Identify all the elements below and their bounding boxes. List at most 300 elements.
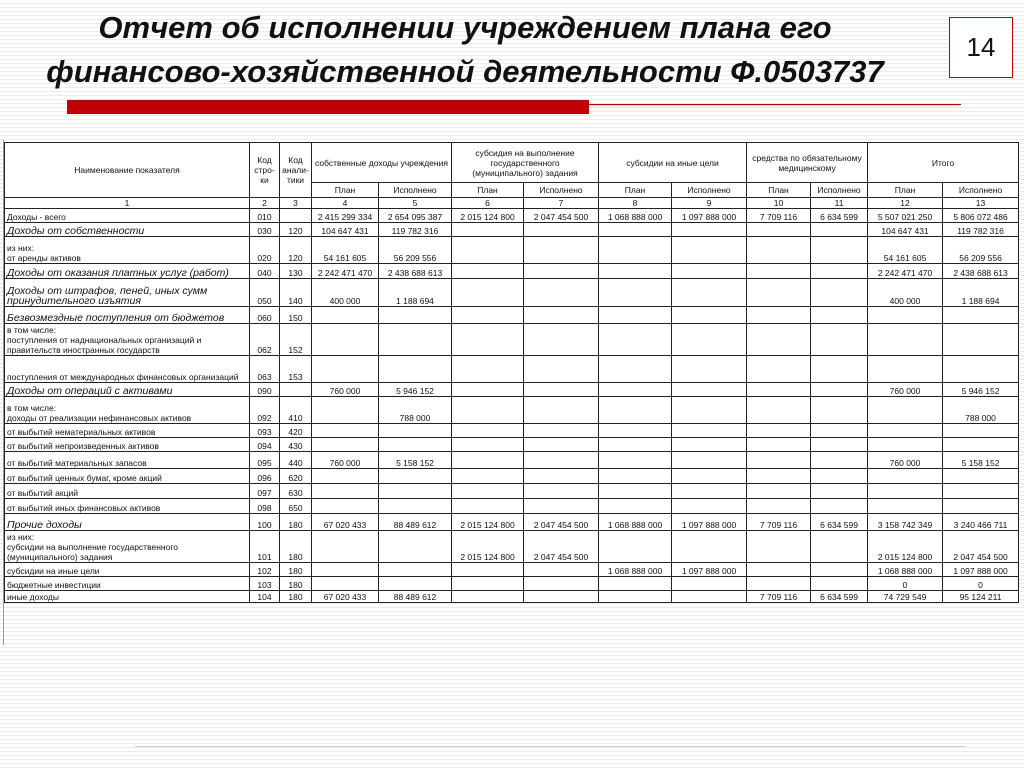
row-value: [747, 577, 811, 591]
row-value: 2 047 454 500: [943, 531, 1019, 563]
row-value: [312, 397, 379, 424]
row-value: 760 000: [312, 452, 379, 469]
row-code: 096: [250, 469, 280, 484]
row-value: 0: [868, 577, 943, 591]
row-value: [379, 531, 452, 563]
row-value: [747, 424, 811, 438]
row-name: субсидии на иные цели: [5, 563, 250, 577]
bottom-divider: [135, 746, 965, 747]
row-value: [599, 452, 672, 469]
header-done: Исполнено: [379, 183, 452, 198]
row-analytics-code: 130: [280, 264, 312, 279]
row-value: [943, 499, 1019, 514]
row-value: 67 020 433: [312, 591, 379, 603]
row-value: [672, 356, 747, 383]
row-value: [452, 577, 524, 591]
row-value: [672, 591, 747, 603]
row-value: [811, 237, 868, 264]
row-name: бюджетные инвестиции: [5, 577, 250, 591]
row-value: [672, 577, 747, 591]
row-name: из них: субсидии на выполнение государственного (муниципального) задания: [5, 531, 250, 563]
row-value: [599, 356, 672, 383]
row-value: [312, 324, 379, 356]
row-value: 2 015 124 800: [452, 209, 524, 223]
row-value: [599, 531, 672, 563]
row-value: [943, 424, 1019, 438]
header-group-subsidy-other: субсидии на иные цели: [599, 143, 747, 183]
row-analytics-code: 152: [280, 324, 312, 356]
row-analytics-code: 153: [280, 356, 312, 383]
row-value: [599, 307, 672, 324]
row-value: [868, 438, 943, 452]
row-value: [312, 356, 379, 383]
row-value: [452, 237, 524, 264]
row-value: [452, 223, 524, 237]
row-code: 030: [250, 223, 280, 237]
row-value: 760 000: [868, 383, 943, 397]
row-value: [943, 438, 1019, 452]
column-number: 9: [672, 198, 747, 209]
row-value: 2 415 299 334: [312, 209, 379, 223]
row-value: [452, 484, 524, 499]
row-value: [868, 469, 943, 484]
header-group-medical: средства по обязательному медицинскому: [747, 143, 868, 183]
row-value: 400 000: [312, 279, 379, 307]
row-value: 95 124 211: [943, 591, 1019, 603]
row-value: 1 068 888 000: [599, 514, 672, 531]
header-done: Исполнено: [811, 183, 868, 198]
row-value: [672, 452, 747, 469]
row-name: от выбытий материальных запасов: [5, 452, 250, 469]
row-value: 788 000: [379, 397, 452, 424]
row-value: [747, 438, 811, 452]
row-code: 094: [250, 438, 280, 452]
row-value: 2 654 095 387: [379, 209, 452, 223]
row-value: 5 158 152: [943, 452, 1019, 469]
row-value: [452, 324, 524, 356]
row-value: [672, 279, 747, 307]
row-value: [524, 591, 599, 603]
row-value: [599, 424, 672, 438]
row-name: иные доходы: [5, 591, 250, 603]
row-value: [811, 484, 868, 499]
row-value: 88 489 612: [379, 514, 452, 531]
row-value: [524, 499, 599, 514]
row-value: 3 240 466 711: [943, 514, 1019, 531]
row-name: от выбытий нематериальных активов: [5, 424, 250, 438]
row-code: 092: [250, 397, 280, 424]
row-name: от выбытий акций: [5, 484, 250, 499]
row-value: [672, 469, 747, 484]
row-name: Доходы от операций с активами: [5, 383, 250, 397]
table-row: [5, 209, 1019, 223]
row-code: 101: [250, 531, 280, 563]
row-value: [868, 397, 943, 424]
column-number: 2: [250, 198, 280, 209]
row-value: [312, 577, 379, 591]
row-analytics-code: 620: [280, 469, 312, 484]
row-value: 2 438 688 613: [379, 264, 452, 279]
row-value: 104 647 431: [868, 223, 943, 237]
row-value: [672, 223, 747, 237]
row-name: от выбытий ценных бумаг, кроме акций: [5, 469, 250, 484]
row-value: [672, 324, 747, 356]
row-value: 54 161 605: [868, 237, 943, 264]
row-value: 104 647 431: [312, 223, 379, 237]
row-code: 100: [250, 514, 280, 531]
row-value: [312, 469, 379, 484]
row-value: [599, 397, 672, 424]
row-analytics-code: 630: [280, 484, 312, 499]
report-body: [5, 209, 1019, 603]
header-name: Наименование показателя: [5, 143, 250, 198]
row-code: 090: [250, 383, 280, 397]
row-value: [379, 307, 452, 324]
row-value: [599, 484, 672, 499]
row-value: 3 158 742 349: [868, 514, 943, 531]
row-name: от выбытий непроизведенных активов: [5, 438, 250, 452]
row-value: [672, 397, 747, 424]
row-value: [868, 484, 943, 499]
row-value: [672, 499, 747, 514]
row-value: [599, 383, 672, 397]
row-value: [672, 264, 747, 279]
red-accent-bar: [67, 100, 589, 114]
row-analytics-code: 180: [280, 514, 312, 531]
row-name: от выбытий иных финансовых активов: [5, 499, 250, 514]
row-value: [672, 438, 747, 452]
row-code: 093: [250, 424, 280, 438]
row-value: [599, 438, 672, 452]
row-value: 7 709 116: [747, 514, 811, 531]
row-value: [672, 237, 747, 264]
row-value: [312, 307, 379, 324]
row-code: 050: [250, 279, 280, 307]
row-value: [312, 563, 379, 577]
row-value: [312, 531, 379, 563]
row-value: 1 097 888 000: [672, 514, 747, 531]
column-number: 1: [5, 198, 250, 209]
row-value: [747, 279, 811, 307]
table-row: [5, 383, 1019, 397]
table-row: [5, 514, 1019, 531]
row-value: [524, 383, 599, 397]
row-value: [379, 424, 452, 438]
header-group-own: собственные доходы учреждения: [312, 143, 452, 183]
row-name: поступления от международных финансовых организаций: [5, 356, 250, 383]
row-value: [672, 531, 747, 563]
column-number: 8: [599, 198, 672, 209]
row-analytics-code: 120: [280, 223, 312, 237]
row-name: Доходы от собственности: [5, 223, 250, 237]
row-analytics-code: 430: [280, 438, 312, 452]
row-value: 56 209 556: [379, 237, 452, 264]
row-value: [452, 469, 524, 484]
row-analytics-code: 420: [280, 424, 312, 438]
row-value: 54 161 605: [312, 237, 379, 264]
row-value: [524, 307, 599, 324]
row-code: 098: [250, 499, 280, 514]
row-value: [747, 499, 811, 514]
table-row: [5, 356, 1019, 383]
row-value: [524, 397, 599, 424]
header-done: Исполнено: [672, 183, 747, 198]
row-name: Доходы от оказания платных услуг (работ): [5, 264, 250, 279]
row-value: 2 015 124 800: [868, 531, 943, 563]
row-name: Прочие доходы: [5, 514, 250, 531]
header-plan: План: [312, 183, 379, 198]
row-value: [524, 577, 599, 591]
table-row: [5, 591, 1019, 603]
row-value: [452, 279, 524, 307]
row-value: [672, 383, 747, 397]
table-row: [5, 469, 1019, 484]
header-done: Исполнено: [943, 183, 1019, 198]
row-value: [747, 383, 811, 397]
row-value: [747, 223, 811, 237]
row-code: 102: [250, 563, 280, 577]
row-value: [599, 223, 672, 237]
title-line-1: Отчет об исполнении учреждением плана его: [98, 10, 832, 45]
header-plan: План: [599, 183, 672, 198]
row-value: 7 709 116: [747, 209, 811, 223]
row-value: 1 097 888 000: [672, 209, 747, 223]
row-value: [452, 264, 524, 279]
row-value: [811, 279, 868, 307]
row-value: [524, 452, 599, 469]
row-code: 040: [250, 264, 280, 279]
header-done: Исполнено: [524, 183, 599, 198]
column-number: 13: [943, 198, 1019, 209]
row-name: Доходы от штрафов, пеней, иных сумм принудительного изъятия: [5, 279, 250, 307]
row-value: 119 782 316: [379, 223, 452, 237]
row-value: 5 946 152: [379, 383, 452, 397]
row-value: [524, 563, 599, 577]
row-value: 2 438 688 613: [943, 264, 1019, 279]
column-number: 5: [379, 198, 452, 209]
row-name: Безвозмездные поступления от бюджетов: [5, 307, 250, 324]
row-code: 063: [250, 356, 280, 383]
row-value: 7 709 116: [747, 591, 811, 603]
row-value: [312, 424, 379, 438]
row-value: [747, 307, 811, 324]
row-value: [747, 264, 811, 279]
row-value: 788 000: [943, 397, 1019, 424]
table-row: [5, 484, 1019, 499]
row-analytics-code: [280, 209, 312, 223]
row-value: [747, 324, 811, 356]
row-analytics-code: 440: [280, 452, 312, 469]
row-value: 2 242 471 470: [312, 264, 379, 279]
table-row: [5, 264, 1019, 279]
row-value: [943, 469, 1019, 484]
row-value: [747, 563, 811, 577]
row-value: [599, 324, 672, 356]
header-plan: План: [747, 183, 811, 198]
row-analytics-code: 150: [280, 307, 312, 324]
row-value: [524, 324, 599, 356]
row-value: [747, 452, 811, 469]
row-value: [811, 499, 868, 514]
row-value: [868, 424, 943, 438]
table-row: [5, 499, 1019, 514]
row-value: [452, 591, 524, 603]
column-number: 4: [312, 198, 379, 209]
row-value: [672, 484, 747, 499]
row-analytics-code: 140: [280, 279, 312, 307]
row-value: [524, 356, 599, 383]
table-row: [5, 279, 1019, 307]
row-value: [599, 577, 672, 591]
row-value: [524, 469, 599, 484]
header-code-line: Код стро-ки: [250, 143, 280, 198]
report-table: [4, 142, 1019, 603]
row-value: [811, 397, 868, 424]
red-accent-line: [589, 104, 961, 105]
row-value: [747, 356, 811, 383]
row-value: [452, 563, 524, 577]
row-name: в том числе: поступления от наднациональных организаций и правительств иностранных государств: [5, 324, 250, 356]
row-analytics-code: [280, 383, 312, 397]
row-value: [672, 424, 747, 438]
row-value: [811, 531, 868, 563]
row-value: 760 000: [312, 383, 379, 397]
row-value: [599, 237, 672, 264]
row-value: [524, 223, 599, 237]
row-value: [811, 563, 868, 577]
row-code: 095: [250, 452, 280, 469]
row-value: [868, 499, 943, 514]
row-value: 1 068 888 000: [599, 563, 672, 577]
row-name: в том числе: доходы от реализации нефинансовых активов: [5, 397, 250, 424]
row-value: [868, 356, 943, 383]
row-name: Доходы - всего: [5, 209, 250, 223]
column-number: 6: [452, 198, 524, 209]
row-value: [811, 424, 868, 438]
row-value: 2 047 454 500: [524, 531, 599, 563]
row-analytics-code: 180: [280, 591, 312, 603]
row-value: [868, 307, 943, 324]
row-value: 2 047 454 500: [524, 514, 599, 531]
row-value: [452, 383, 524, 397]
row-value: [943, 356, 1019, 383]
row-value: [599, 279, 672, 307]
table-row: [5, 397, 1019, 424]
row-value: [379, 438, 452, 452]
row-value: [452, 452, 524, 469]
row-value: 2 242 471 470: [868, 264, 943, 279]
row-value: [379, 577, 452, 591]
row-code: 104: [250, 591, 280, 603]
row-value: 1 188 694: [379, 279, 452, 307]
row-value: [811, 307, 868, 324]
table-row: [5, 438, 1019, 452]
row-value: [379, 563, 452, 577]
row-analytics-code: 650: [280, 499, 312, 514]
row-value: [811, 469, 868, 484]
row-value: [379, 499, 452, 514]
table-row: [5, 307, 1019, 324]
row-value: [747, 397, 811, 424]
row-value: [599, 469, 672, 484]
column-number: 12: [868, 198, 943, 209]
row-code: 010: [250, 209, 280, 223]
row-value: [811, 223, 868, 237]
table-row: [5, 223, 1019, 237]
row-analytics-code: 410: [280, 397, 312, 424]
row-value: 5 946 152: [943, 383, 1019, 397]
row-value: 2 047 454 500: [524, 209, 599, 223]
row-value: [599, 264, 672, 279]
row-value: 6 634 599: [811, 209, 868, 223]
row-value: [811, 452, 868, 469]
row-value: 400 000: [868, 279, 943, 307]
slide-title: [0, 6, 930, 94]
row-value: [747, 469, 811, 484]
row-value: [811, 577, 868, 591]
table-row: [5, 563, 1019, 577]
column-number: 7: [524, 198, 599, 209]
row-value: [452, 438, 524, 452]
row-name: из них: от аренды активов: [5, 237, 250, 264]
row-value: 1 188 694: [943, 279, 1019, 307]
row-code: 020: [250, 237, 280, 264]
row-value: 56 209 556: [943, 237, 1019, 264]
row-value: 5 806 072 486: [943, 209, 1019, 223]
row-value: [379, 484, 452, 499]
header-plan: План: [868, 183, 943, 198]
row-value: 0: [943, 577, 1019, 591]
row-value: 67 020 433: [312, 514, 379, 531]
row-value: 1 097 888 000: [672, 563, 747, 577]
row-analytics-code: 120: [280, 237, 312, 264]
row-value: 1 068 888 000: [868, 563, 943, 577]
row-value: [599, 591, 672, 603]
row-value: [811, 324, 868, 356]
row-value: [811, 264, 868, 279]
row-value: [379, 324, 452, 356]
row-value: [599, 499, 672, 514]
table-row: [5, 577, 1019, 591]
table-row: [5, 237, 1019, 264]
row-value: [672, 307, 747, 324]
row-value: 6 634 599: [811, 514, 868, 531]
row-code: 060: [250, 307, 280, 324]
row-value: [943, 307, 1019, 324]
row-code: 103: [250, 577, 280, 591]
header-group-subsidy-task: субсидия на выполнение государственного (муниципального) задания: [452, 143, 599, 183]
row-value: 2 015 124 800: [452, 514, 524, 531]
row-value: 760 000: [868, 452, 943, 469]
row-value: [943, 324, 1019, 356]
row-code: 062: [250, 324, 280, 356]
row-value: [524, 484, 599, 499]
table-row: [5, 324, 1019, 356]
column-number-row: [5, 198, 1019, 209]
table-row: [5, 531, 1019, 563]
row-value: 88 489 612: [379, 591, 452, 603]
header-plan: План: [452, 183, 524, 198]
row-value: [312, 484, 379, 499]
header-group-total: Итого: [868, 143, 1019, 183]
row-value: 6 634 599: [811, 591, 868, 603]
row-value: 119 782 316: [943, 223, 1019, 237]
row-value: [312, 438, 379, 452]
table-row: [5, 452, 1019, 469]
row-value: [811, 356, 868, 383]
row-analytics-code: 180: [280, 531, 312, 563]
row-value: [524, 237, 599, 264]
